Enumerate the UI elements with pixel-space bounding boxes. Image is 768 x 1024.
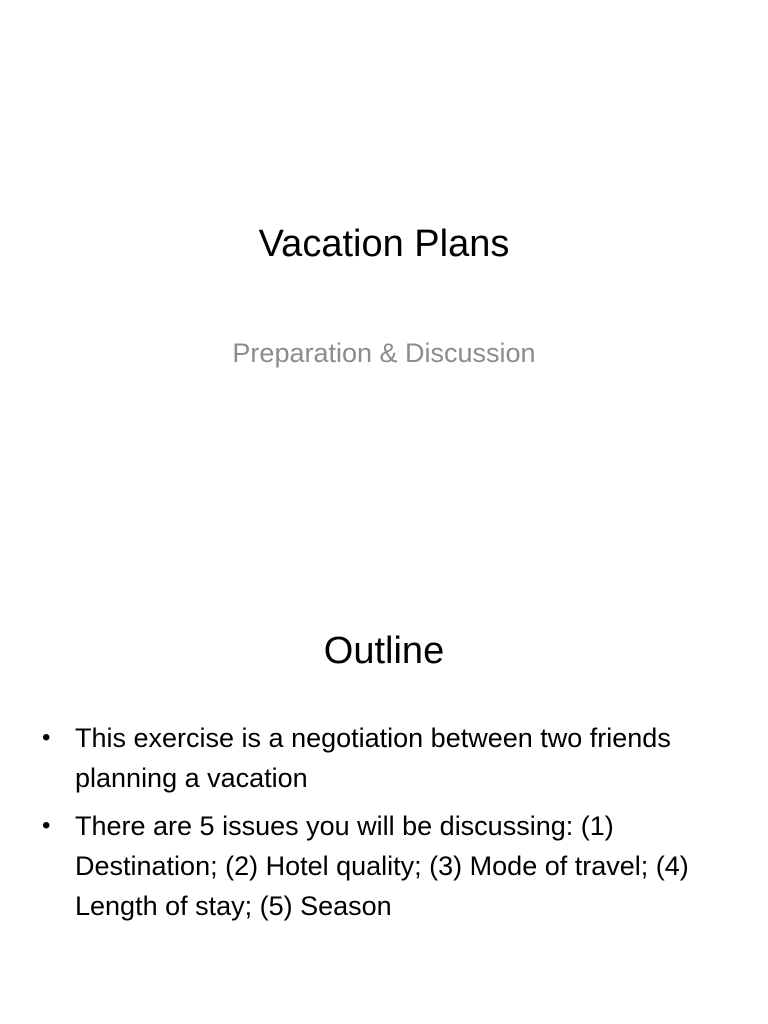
bullet-list [40, 718, 700, 934]
slide-subtitle: Preparation & Discussion [232, 338, 536, 368]
bullet-text: There are 5 issues you will be discussing: (1) Destination; (2) Hotel quality; (3) Mode of travel; (4) Length of stay; (5) Season [75, 811, 689, 921]
bullet-icon: • [42, 724, 51, 751]
outline-slide [0, 576, 768, 1024]
bullet-item [40, 806, 700, 926]
slide-title: Outline [323, 630, 445, 672]
slide-title: Vacation Plans [258, 223, 510, 265]
bullet-item [40, 718, 700, 798]
bullet-text: This exercise is a negotiation between two friends planning a vacation [75, 723, 671, 793]
bullet-icon: • [42, 812, 51, 839]
